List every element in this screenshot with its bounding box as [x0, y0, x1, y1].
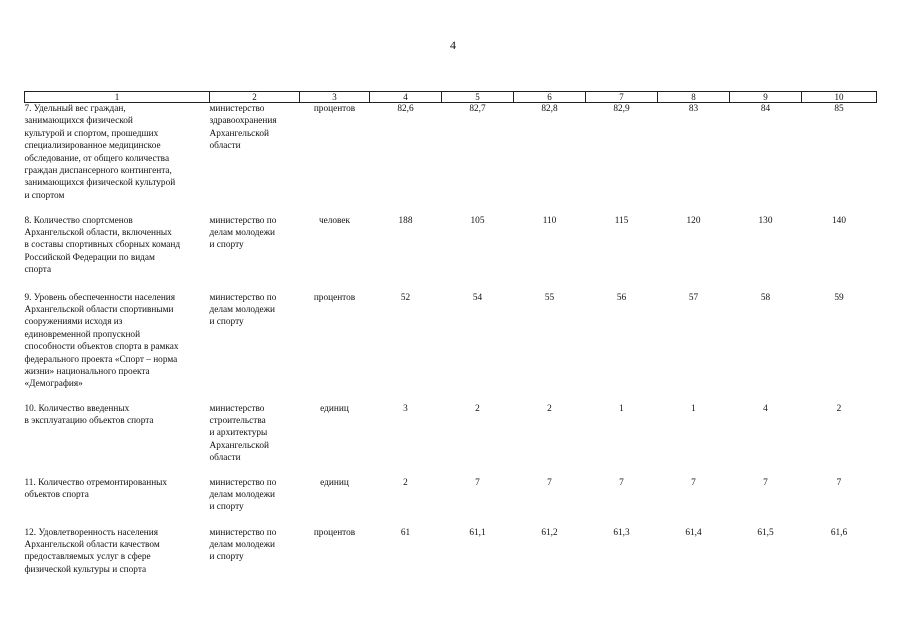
table-row [25, 527, 877, 587]
indicator-value: 1 [619, 403, 624, 414]
column-number: 1 [25, 92, 210, 103]
table-row [25, 103, 877, 215]
indicator-value: 105 [470, 215, 485, 226]
indicator-name: 10. Количество введенных в эксплуатацию объектов спорта [24, 403, 154, 426]
indicator-value: 82,9 [613, 104, 630, 114]
column-number: 7 [586, 92, 658, 103]
indicator-value: 3 [403, 403, 408, 414]
indicator-value: 7 [691, 477, 696, 488]
column-number-row [25, 92, 877, 103]
indicator-value: 61,2 [541, 527, 558, 538]
indicator-value: 2 [836, 403, 842, 414]
column-number: 6 [514, 92, 586, 103]
indicator-value: 61,3 [613, 527, 630, 538]
indicator-name: 12. Удовлетворенность населения Архангельской области качеством предоставляемых услуг в сфере физической культуры и спорта [24, 527, 160, 575]
indicators-table [24, 91, 877, 587]
indicator-value: 61,6 [830, 527, 848, 538]
indicator-value: 188 [398, 215, 413, 226]
indicator-value: 140 [832, 215, 846, 226]
indicator-value: 7 [836, 477, 842, 488]
unit-of-measure: процентов [313, 527, 356, 538]
indicator-value: 120 [686, 215, 701, 226]
table-row [25, 403, 877, 477]
column-number: 5 [442, 92, 514, 103]
indicator-value: 110 [542, 215, 557, 226]
column-number: 3 [300, 92, 370, 103]
responsible-ministry: министерство по делам молодежи и спорту [209, 215, 277, 251]
indicator-value: 82,7 [469, 104, 486, 114]
column-number: 9 [730, 92, 802, 103]
column-number: 10 [802, 92, 877, 103]
indicator-value: 7 [763, 477, 768, 488]
indicator-value: 7 [475, 477, 480, 488]
indicator-value: 83 [688, 104, 699, 114]
column-number: 2 [210, 92, 300, 103]
indicator-value: 56 [616, 292, 627, 303]
responsible-ministry: министерство по делам молодежи и спорту [209, 292, 277, 328]
indicator-value: 82,6 [397, 104, 414, 114]
indicator-value: 2 [547, 403, 552, 414]
indicator-value: 61 [400, 527, 411, 538]
indicator-value: 58 [760, 292, 771, 303]
indicator-value: 59 [834, 292, 844, 303]
responsible-ministry: министерство по делам молодежи и спорту [209, 477, 277, 513]
indicator-value: 54 [472, 292, 483, 303]
indicator-value: 55 [544, 292, 555, 303]
page-number: 4 [450, 38, 456, 52]
table-row [25, 477, 877, 527]
indicator-value: 115 [614, 215, 629, 226]
unit-of-measure: единиц [320, 403, 349, 414]
responsible-ministry: министерство строительства и архитектуры Архангельской области [209, 403, 269, 464]
unit-of-measure: единиц [320, 477, 349, 488]
responsible-ministry: министерство здравоохранения Архангельской области [209, 104, 277, 152]
indicator-value: 7 [547, 477, 552, 488]
indicator-value: 2 [403, 477, 408, 488]
indicator-value: 61,5 [757, 527, 774, 538]
indicator-value: 2 [475, 403, 480, 414]
indicator-name: 9. Уровень обеспеченности населения Архангельской области спортивными сооружениями исходя из единовременной пропускной способности объектов спорта в рамках федерального проекта «Спорт – норма жизни» национального проекта «Демография» [24, 292, 179, 390]
indicator-value: 57 [688, 292, 699, 303]
indicator-value: 130 [758, 215, 773, 226]
indicator-name: 7. Удельный вес граждан, занимающихся физической культурой и спортом, прошедших специализированное медицинское обследование, от общего количества граждан диспансерного контингента, занимающихся физической культурой и спортом [24, 104, 176, 201]
column-number: 4 [370, 92, 442, 103]
indicator-value: 61,1 [469, 527, 486, 538]
unit-of-measure: человек [318, 215, 351, 226]
column-number: 8 [658, 92, 730, 103]
indicator-value: 1 [691, 403, 696, 414]
table-row [25, 292, 877, 403]
indicator-value: 61,4 [685, 527, 702, 538]
indicator-value: 52 [400, 292, 411, 303]
indicator-value: 84 [760, 104, 771, 114]
indicator-value: 4 [763, 403, 768, 414]
indicator-value: 7 [619, 477, 624, 488]
indicator-name: 11. Количество отремонтированных объектов спорта [24, 477, 168, 500]
responsible-ministry: министерство по делам молодежи и спорту [209, 527, 277, 563]
indicator-value: 85 [834, 104, 844, 114]
indicator-value: 82,8 [541, 104, 558, 114]
indicator-name: 8. Количество спортсменов Архангельской области, включенных в составы спортивных сборных команд Российской Федерации по видам спорта [24, 215, 181, 276]
unit-of-measure: процентов [313, 292, 356, 303]
unit-of-measure: процентов [313, 104, 356, 114]
table-row [25, 215, 877, 292]
